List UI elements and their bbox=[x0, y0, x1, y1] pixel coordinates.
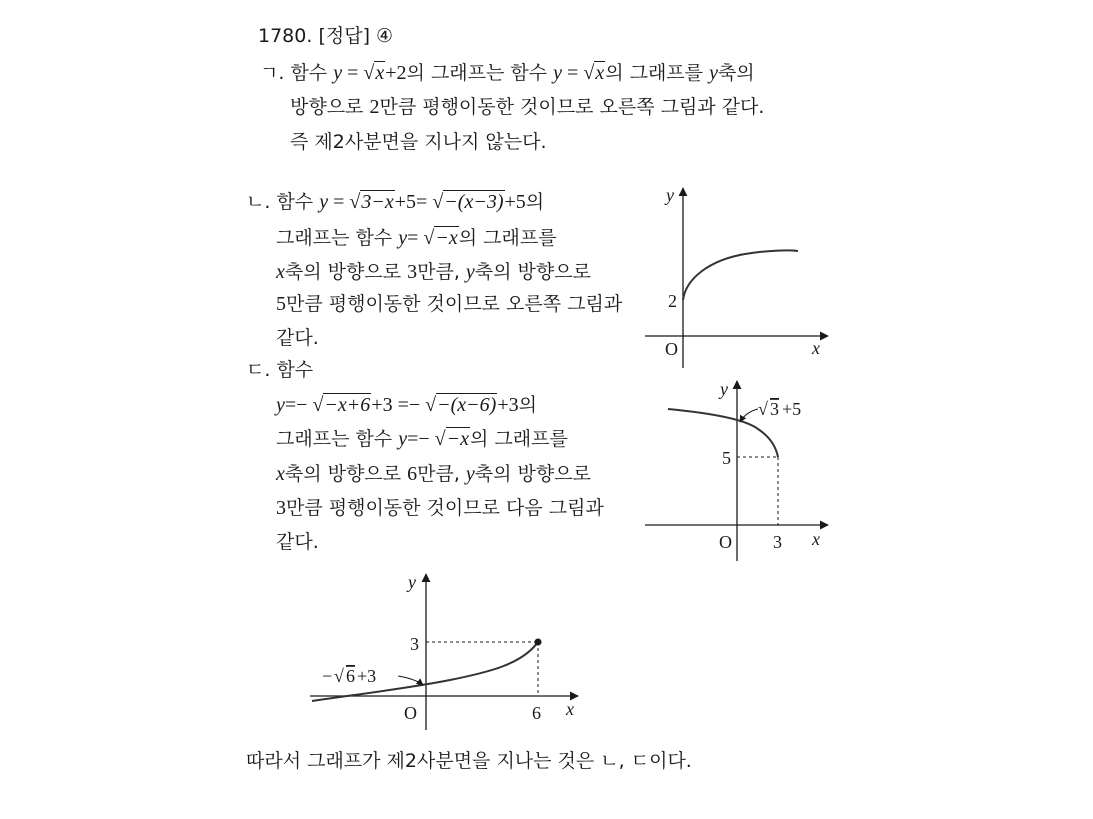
tick-y-label: 5 bbox=[722, 448, 731, 468]
graph-3 bbox=[300, 568, 590, 733]
math-num: 2 bbox=[369, 96, 380, 118]
math-var: y bbox=[709, 62, 718, 84]
note-radicand: 3 bbox=[770, 399, 779, 419]
math-var: y bbox=[333, 62, 343, 84]
x-label: x bbox=[566, 699, 574, 719]
item-a-line-3 bbox=[290, 130, 547, 154]
sqrt-sign: √ bbox=[432, 191, 444, 213]
text: 의 그래프를 bbox=[458, 227, 557, 249]
text: 의 그래프를 bbox=[605, 62, 704, 84]
origin-label: O bbox=[719, 532, 732, 552]
item-b-marker: ㄴ. bbox=[246, 191, 271, 213]
item-c-line-5 bbox=[276, 530, 319, 554]
x-label: x bbox=[812, 529, 820, 549]
math-op: +3 =− bbox=[371, 394, 426, 416]
note-sqrt: √ bbox=[334, 666, 344, 686]
endpoint-dot bbox=[535, 639, 542, 646]
tick-y-label: 2 bbox=[668, 291, 677, 311]
sqrt-sign: √ bbox=[583, 62, 595, 84]
note-radicand: 6 bbox=[346, 666, 355, 686]
text: 의 bbox=[525, 191, 545, 213]
origin-label: O bbox=[665, 339, 678, 359]
item-b-line-3 bbox=[276, 260, 591, 284]
tick-x-label: 6 bbox=[532, 703, 541, 723]
text: 그래프는 함수 bbox=[276, 428, 393, 450]
math-num: 3 bbox=[407, 261, 418, 283]
item-b-line-2 bbox=[276, 226, 557, 250]
graph-2 bbox=[640, 375, 840, 565]
radicand: −x+6 bbox=[324, 394, 371, 416]
radicand: −x bbox=[446, 428, 470, 450]
math-op: +2 bbox=[385, 62, 407, 84]
math-op: =− bbox=[407, 428, 435, 450]
math-num: 3 bbox=[276, 497, 286, 519]
math-var: y bbox=[465, 261, 475, 283]
math-op: +5= bbox=[394, 191, 433, 213]
sqrt-sign: √ bbox=[349, 191, 361, 213]
text: 축의 방향으로 bbox=[474, 463, 591, 485]
annotation-arrow bbox=[740, 409, 758, 422]
y-label: y bbox=[408, 572, 416, 592]
math-op: = bbox=[407, 227, 424, 249]
math-op: = bbox=[562, 62, 584, 84]
sqrt-sign: √ bbox=[434, 428, 446, 450]
radicand: −(x−6) bbox=[437, 394, 497, 416]
y-label: y bbox=[666, 185, 674, 205]
note-sqrt: √ bbox=[758, 399, 768, 419]
tick-x-label: 3 bbox=[773, 532, 782, 552]
math-op: = bbox=[342, 62, 364, 84]
text: 의 그래프를 bbox=[470, 428, 568, 450]
text: 함수 bbox=[290, 62, 328, 84]
item-a-marker: ㄱ. bbox=[260, 62, 285, 84]
problem-header bbox=[258, 24, 393, 48]
math-var: x bbox=[276, 261, 285, 283]
text: 함수 bbox=[276, 191, 314, 213]
item-c-line-4 bbox=[276, 496, 604, 520]
item-c-line-0 bbox=[246, 358, 313, 382]
math-num: 6 bbox=[407, 463, 418, 485]
text: 만큼 평행이동한 것이므로 다음 그림과 bbox=[286, 497, 604, 519]
radicand: x bbox=[375, 62, 385, 84]
text: 축의 방향으로 bbox=[284, 463, 402, 485]
graph-1 bbox=[640, 180, 840, 370]
math-num: 5 bbox=[276, 293, 286, 315]
text: 함수 bbox=[276, 359, 314, 381]
text: 의 그래프는 함수 bbox=[406, 62, 548, 84]
math-var: y bbox=[553, 62, 563, 84]
x-label: x bbox=[812, 338, 820, 358]
math-op: +5 bbox=[504, 191, 526, 213]
text: 즉 제2사분면을 지나지 않는다. bbox=[290, 131, 547, 153]
math-var: y bbox=[398, 428, 408, 450]
answer-label: [정답] bbox=[318, 25, 370, 47]
item-c-line-1 bbox=[276, 393, 537, 417]
sqrt-sign: √ bbox=[423, 227, 435, 249]
text: 그래프는 함수 bbox=[276, 227, 393, 249]
sqrt-sign: √ bbox=[312, 394, 324, 416]
sqrt-sign: √ bbox=[425, 394, 437, 416]
text: 축의 bbox=[717, 62, 755, 84]
note-minus: − bbox=[322, 666, 333, 686]
problem-number: 1780. bbox=[258, 25, 313, 47]
text: 방향으로 bbox=[290, 96, 364, 118]
note-rest: +5 bbox=[782, 399, 802, 419]
item-b-line-1 bbox=[246, 190, 544, 214]
text: 만큼, bbox=[417, 261, 460, 283]
math-op: +3 bbox=[497, 394, 519, 416]
text: 의 bbox=[518, 394, 537, 416]
item-c-line-2 bbox=[276, 427, 568, 451]
math-op: = bbox=[328, 191, 350, 213]
text: 만큼 평행이동한 것이므로 오른쪽 그림과 같다. bbox=[379, 96, 765, 118]
item-c-marker: ㄷ. bbox=[246, 359, 271, 381]
math-var: y bbox=[319, 191, 329, 213]
item-b-line-4 bbox=[276, 292, 622, 316]
text: 만큼, bbox=[417, 463, 460, 485]
text: 같다. bbox=[276, 531, 319, 553]
math-var: y bbox=[465, 463, 475, 485]
answer-value: ④ bbox=[376, 25, 394, 47]
conclusion bbox=[246, 749, 692, 773]
annotation-arrow bbox=[398, 676, 423, 685]
sqrt-sign: √ bbox=[363, 62, 375, 84]
math-var: y bbox=[398, 227, 408, 249]
conclusion-text: 따라서 그래프가 제2사분면을 지나는 것은 ㄴ, ㄷ이다. bbox=[246, 750, 692, 772]
radicand: −(x−3) bbox=[444, 191, 504, 213]
tick-y-label: 3 bbox=[410, 634, 419, 654]
radicand: 3−x bbox=[361, 191, 394, 213]
origin-label: O bbox=[404, 703, 417, 723]
item-b-line-5 bbox=[276, 326, 319, 350]
math-var: y bbox=[276, 394, 285, 416]
graph-1-curve bbox=[683, 250, 798, 300]
text: 같다. bbox=[276, 327, 319, 349]
math-var: x bbox=[276, 463, 285, 485]
radicand: x bbox=[595, 62, 605, 84]
y-label: y bbox=[720, 379, 728, 399]
radicand: −x bbox=[435, 227, 458, 249]
note-rest: +3 bbox=[357, 666, 377, 686]
item-c-line-3 bbox=[276, 462, 591, 486]
text: 축의 방향으로 bbox=[284, 261, 402, 283]
text: 만큼 평행이동한 것이므로 오른쪽 그림과 bbox=[286, 293, 623, 315]
text: 축의 방향으로 bbox=[474, 261, 591, 283]
item-a-line-1 bbox=[260, 61, 755, 85]
math-op: =− bbox=[284, 394, 313, 416]
item-a-line-2 bbox=[290, 95, 764, 119]
